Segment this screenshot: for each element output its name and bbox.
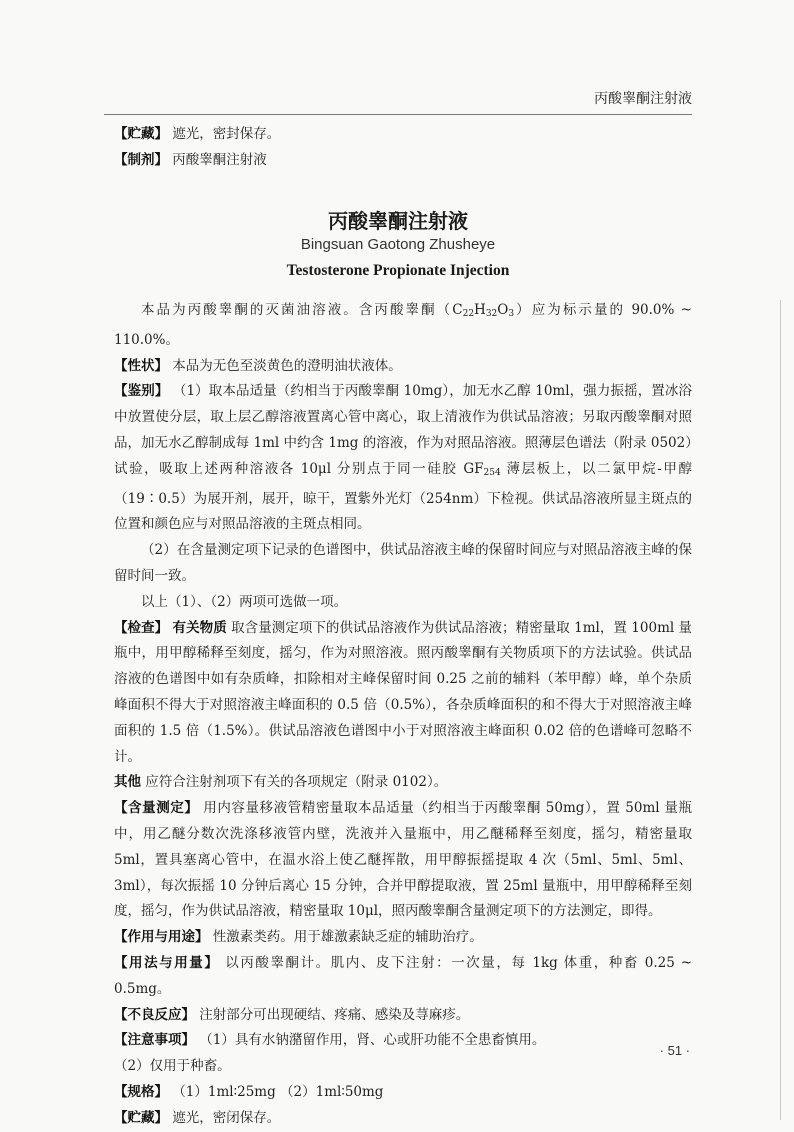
characters-label: 【性状】 [114, 357, 168, 374]
use-paragraph [114, 925, 692, 951]
page-number: · 51 · [659, 1043, 690, 1058]
running-title: 丙酸睾酮注射液 [594, 91, 692, 107]
characters-text: 本品为无色至淡黄色的澄明油状液体。 [172, 357, 402, 374]
identification-label: 【鉴别】 [114, 383, 169, 400]
identification-note: 以上（1）、（2）两项可选做一项。 [141, 593, 348, 610]
adverse-text: 注射部分可出现硬结、疼痛、感染及荨麻疹。 [199, 1006, 470, 1023]
caution-2-paragraph: （2）仅用于种畜。 [114, 1058, 231, 1075]
assay-text: 用内容量移液管精密量取本品适量（约相当于丙酸睾酮 50mg），置 50ml 量瓶中，用乙醚分数次洗涤移液管内壁，洗液并入量瓶中，用乙醚稀释至刻度，摇匀，精密量取 5ml，置具塞离心管中，在温水浴上使乙醚挥散，用甲醇振摇提取 4 次（5ml、5ml、5ml、3ml），每次振摇 10 分钟后离心 15 分钟，合并甲醇提取液，置 25ml 量瓶中，用甲醇稀释至刻度，摇匀，作为供试品溶液，精密量取 10μl，照丙酸睾酮含量测定项下的方法测定，即得。 [114, 800, 693, 920]
adverse-label: 【不良反应】 [114, 1006, 195, 1023]
monograph-body [114, 298, 692, 1132]
other-text: 应符合注射剂项下有关的各项规定（附录 0102）。 [145, 774, 448, 791]
running-header [104, 88, 692, 115]
intro-text-a: 本品为丙酸睾酮的灭菌油溶液。含丙酸睾酮（C [141, 302, 463, 318]
dosage-label: 【用法与用量】 [114, 954, 220, 971]
monograph-title-en: Testosterone Propionate Injection [286, 262, 510, 279]
assay-label: 【含量测定】 [114, 800, 199, 817]
spec-label: 【规格】 [114, 1083, 168, 1100]
characters-paragraph [114, 354, 692, 380]
check-paragraph [114, 616, 692, 771]
intro-paragraph [114, 298, 692, 354]
storage-label: 【贮藏】 [114, 126, 168, 142]
formula-sub-o: 3 [508, 309, 515, 319]
storage-label-body: 【贮藏】 [114, 1109, 168, 1126]
use-text: 性激素类药。用于雄激素缺乏症的辅助治疗。 [212, 929, 483, 946]
adverse-paragraph [114, 1003, 692, 1029]
use-label: 【作用与用途】 [114, 929, 209, 946]
check-label: 【检查】 [114, 619, 169, 636]
identification-1-text-a: （1）取本品适量（约相当于丙酸睾酮 10mg），加无水乙醇 10ml，强力振摇，置冰浴中放置使分层，取上层乙醇溶液置离心管中离心，取上清液作为供试品溶液；另取丙酸睾酮对照品，加无水乙醇制成每 1ml 中约含 1mg 的溶液，作为对照品溶液。照薄层色谱法（附录 0502）试验，吸取上述两种溶液各 10μl 分别点于同一硅胶 GF [114, 383, 693, 477]
identification-1-text-b: 薄层板上，以二氯甲烷-甲醇（19∶0.5）为展开剂，展开，晾干，置紫外光灯（254nm）下检视。供试品溶液所显主斑点的位置和颜色应与对照品溶液的主斑点相同。 [114, 460, 692, 533]
page-edge-line [780, 300, 781, 1120]
monograph-title-pinyin: Bingsuan Gaotong Zhusheye [300, 236, 496, 253]
related-substances-label: 有关物质 [172, 619, 227, 636]
identification-paragraph [114, 379, 692, 538]
storage-paragraph [114, 1106, 692, 1132]
formula-sub-h: 32 [485, 309, 498, 319]
identification-2-paragraph: （2）在含量测定项下记录的色谱图中，供试品溶液主峰的保留时间应与对照品溶液主峰的保留时间一致。 [114, 542, 692, 584]
caution-label: 【注意事项】 [114, 1032, 195, 1049]
monograph-title-cn: 丙酸睾酮注射液 [328, 209, 468, 233]
formula-sub-c: 22 [462, 309, 475, 319]
preparation-row [114, 147, 692, 173]
caution-1-text: （1）具有水钠潴留作用，肾、心或肝功能不全患畜慎用。 [199, 1032, 546, 1049]
silica-sub: 254 [483, 467, 501, 478]
intro-text-b: ）应为标示量的 90.0% ~ 110.0%。 [114, 302, 692, 348]
storage-row [114, 121, 692, 147]
other-paragraph [114, 770, 692, 796]
other-label: 其他 [114, 774, 141, 791]
dosage-paragraph [114, 951, 692, 1003]
preparation-text: 丙酸睾酮注射液 [172, 152, 267, 168]
formula-h: H [474, 302, 486, 318]
dosage-text: 以丙酸睾酮计。肌内、皮下注射：一次量，每 1kg 体重，种畜 0.25 ~ 0.5mg。 [114, 954, 693, 997]
storage-text: 遮光，密封保存。 [172, 126, 281, 142]
assay-paragraph [114, 796, 692, 925]
formula-o: O [497, 302, 509, 318]
storage-text-body: 遮光，密闭保存。 [172, 1109, 281, 1126]
check-text: 取含量测定项下的供试品溶液作为供试品溶液；精密量取 1ml，置 100ml 量瓶中，用甲醇稀释至刻度，摇匀，作为对照溶液。照丙酸睾酮有关物质项下的方法试验。供试品溶液的色谱图中如有杂质峰，扣除相对主峰保留时间 0.25 之前的辅料（苯甲醇）峰，单个杂质峰面积不得大于对照溶液主峰面积的 0.5 倍（0.5%），各杂质峰面积的和不得大于对照溶液主峰面积的 1.5 倍（1.5%）。供试品溶液色谱图中小于对照溶液主峰面积 0.02 倍的色谱峰可忽略不计。 [114, 619, 693, 765]
preparation-label: 【制剂】 [114, 152, 168, 168]
spec-text: （1）1ml∶25mg （2）1ml∶50mg [172, 1083, 384, 1100]
previous-monograph-tail [114, 121, 692, 173]
spec-paragraph [114, 1080, 692, 1106]
